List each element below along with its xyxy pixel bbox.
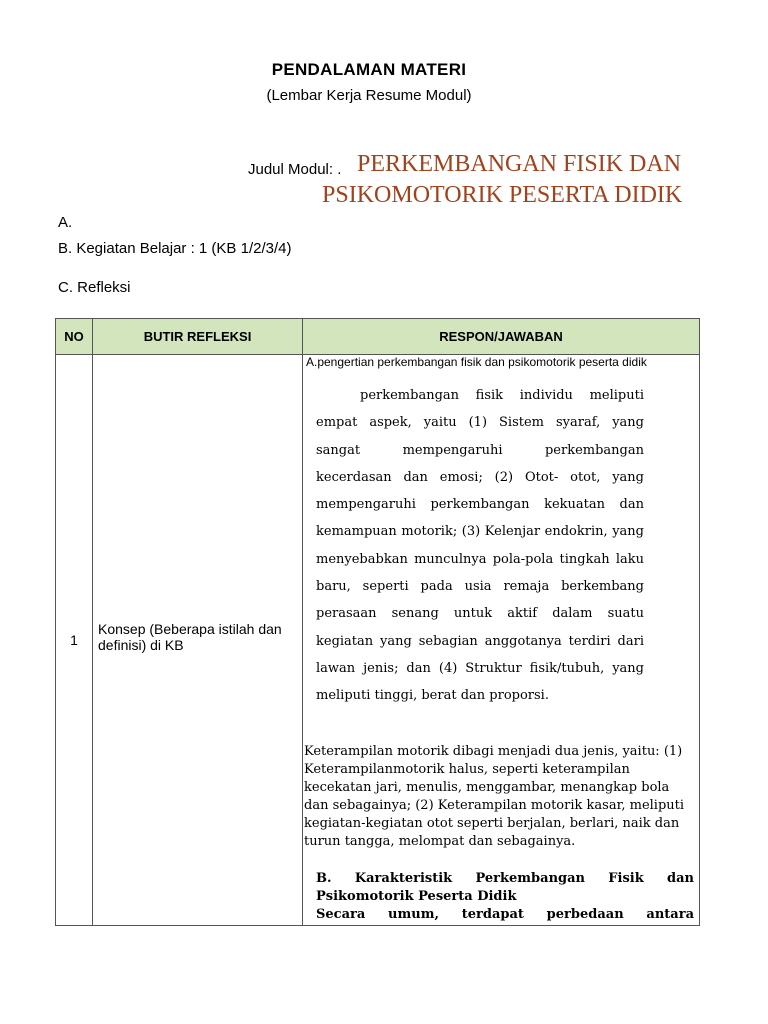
section-b-kegiatan-belajar: B. Kegiatan Belajar : 1 (KB 1/2/3/4) bbox=[58, 240, 292, 257]
response-paragraph-cutoff: Secara umum, terdapat perbedaan antara bbox=[316, 907, 694, 922]
section-c-refleksi: C. Refleksi bbox=[58, 279, 131, 296]
column-divider bbox=[92, 319, 93, 925]
butir-refleksi-text: Konsep (Beberapa istilah dan definisi) di KB bbox=[98, 621, 282, 653]
response-heading-karakteristik: B. Karakteristik Perkembangan Fisik dan Psikomotorik Peserta Didik bbox=[316, 871, 694, 904]
page-title: PENDALAMAN MATERI bbox=[271, 60, 467, 79]
header-respon-jawaban: RESPON/JAWABAN bbox=[439, 329, 563, 344]
section-a: A. bbox=[58, 214, 73, 231]
module-title-line1: PERKEMBANGAN FISIK DAN bbox=[357, 151, 682, 177]
reflection-table bbox=[55, 318, 700, 926]
column-divider bbox=[302, 319, 303, 925]
header-butir-refleksi: BUTIR REFLEKSI bbox=[143, 329, 252, 344]
module-title-line2: PSIKOMOTORIK PESERTA DIDIK bbox=[322, 182, 683, 208]
header-no: NO bbox=[64, 329, 84, 344]
page-subtitle: (Lembar Kerja Resume Modul) bbox=[266, 87, 472, 104]
row-number: 1 bbox=[70, 632, 78, 648]
response-intro: A.pengertian perkembangan fisik dan psikomotorik peserta didik bbox=[306, 355, 647, 369]
response-paragraph-motor-skills: Keterampilan motorik dibagi menjadi dua jenis, yaitu: (1) Keterampilanmotorik halus, seperti keterampilan kecekatan jari, menulis, menggambar, menangkap bola dan sebagainya; (2) Keterampilan motorik kasar, meliputi kegiatan-kegiatan otot seperti berjalan, berlari, naik dan turun tangga, melompat dan sebagainya. bbox=[304, 744, 685, 849]
response-paragraph-physical-aspects: perkembangan fisik individu meliputi empat aspek, yaitu (1) Sistem syaraf, yang sangat mempengaruhi perkembangan kecerdasan dan emosi; (2) Otot- otot, yang mempengaruhi perkembangan kekuatan dan kemampuan motorik; (3) Kelenjar endokrin, yang menyebabkan munculnya pola-pola tingkah laku baru, seperti pada usia remaja berkembang perasaan senang untuk aktif dalam suatu kegiatan yang sebagian anggotanya terdiri dari lawan jenis; dan (4) Struktur fisik/tubuh, yang meliputi tinggi, berat dan proporsi. bbox=[316, 388, 644, 704]
module-title-label: Judul Modul: . bbox=[248, 161, 342, 178]
